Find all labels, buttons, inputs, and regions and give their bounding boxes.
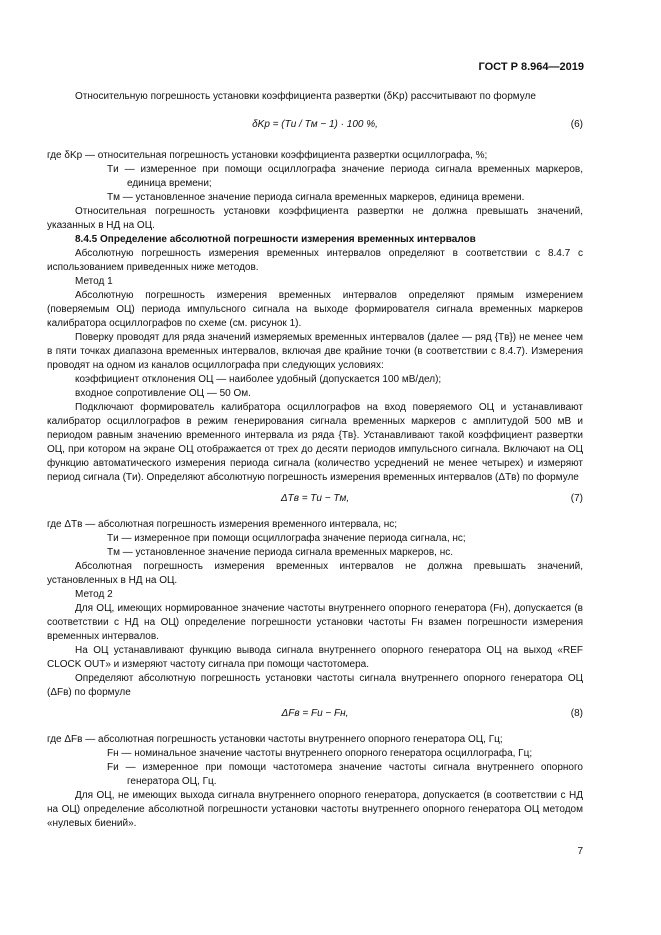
document-body <box>47 90 583 831</box>
section-heading: 8.4.5 Определение абсолютной погрешности измерения временных интервалов <box>75 234 476 245</box>
paragraph: Подключают формирователь калибратора осциллографов на вход поверяемого ОЦ и устанавливают калибратор осциллографов в режим генерирования сигнала временных маркеров с амплитудой 500 мВ и периодом равным значению временного интервала из ряда {Tв}. Устанавливают такой коэффициент развертки ОЦ, при котором на экране ОЦ отображается от трех до десяти периодов импульсного сигнала. Включают на ОЦ функцию автоматического измерения периода сигнала (количество усреднений не менее четырех) и измеряют период сигнала (Tи). Определяют абсолютную погрешность измерения временных интервалов (ΔTв) по формуле <box>47 402 583 483</box>
paragraph: Определяют абсолютную погрешность установки частоты сигнала внутреннего опорного генератора ОЦ (ΔFв) по формуле <box>47 673 583 698</box>
formula-legend: Tи — измеренное при помощи осциллографа значение периода сигнала, нс; <box>107 533 466 544</box>
page-number: 7 <box>577 846 583 857</box>
formula-8 <box>47 703 583 727</box>
paragraph: На ОЦ устанавливают функцию вывода сигнала внутреннего опорного генератора ОЦ на выход «REF CLOCK OUT» и измеряют частоту сигнала при помощи частотомера. <box>47 645 583 670</box>
paragraph: Абсолютная погрешность измерения временных интервалов не должна превышать значений, установленных в НД на ОЦ. <box>47 561 583 586</box>
formula-legend: где ΔTв — абсолютная погрешность измерения временного интервала, нс; <box>47 519 398 530</box>
paragraph: Абсолютную погрешность измерения временных интервалов определяют в соответствии с 8.4.7 с использованием приведенных ниже методов. <box>47 248 583 273</box>
formula-expression: ΔTв = Tи − Tм, <box>280 493 350 504</box>
paragraph: Поверку проводят для ряда значений измеряемых временных интервалов (далее — ряд {Tв}) не менее чем в пяти точках диапазона временных интервалов, включая две крайние точки (в соответствии с 8.4.7). Измерения проводят на одном из каналов осциллографа при следующих условиях: <box>47 332 583 371</box>
formula-expression: ΔFв = Fи − Fн, <box>281 708 349 719</box>
paragraph: Для ОЦ, не имеющих выхода сигнала внутреннего опорного генератора, допускается (в соответствии с НД на ОЦ) определение абсолютной погрешности установки частоты внутреннего опорного генератора ОЦ методом «нулевых биений». <box>47 790 583 829</box>
paragraph: Относительная погрешность установки коэффициента развертки не должна превышать значений, указанных в НД на ОЦ. <box>47 206 583 231</box>
formula-7 <box>47 488 583 512</box>
paragraph: Относительную погрешность установки коэффициента развертки (δKр) рассчитывают по формуле <box>75 91 536 102</box>
formula-number: (7) <box>570 493 583 504</box>
formula-number: (6) <box>570 119 583 130</box>
formula-legend: Fн — номинальное значение частоты внутреннего опорного генератора осциллографа, Гц; <box>107 748 533 759</box>
formula-expression: δKр = (Tи / Tм − 1) · 100 %, <box>252 119 378 130</box>
paragraph: Абсолютную погрешность измерения временных интервалов определяют прямым измерением (поверяемым ОЦ) периода импульсного сигнала на выходе формирователя сигнала временных маркеров калибратора осциллографов по схеме (см. рисунок 1). <box>47 290 583 329</box>
document-header: ГОСТ Р 8.964—2019 <box>478 61 584 73</box>
method-label: Метод 1 <box>75 276 113 287</box>
formula-legend: где δKр — относительная погрешность установки коэффициента развертки осциллографа, %; <box>47 150 488 161</box>
method-label: Метод 2 <box>75 589 113 600</box>
formula-legend: Fи — измеренное при помощи частотомера значение частоты сигнала внутреннего опорного генератора ОЦ, Гц. <box>107 762 583 787</box>
condition-item: входное сопротивление ОЦ — 50 Ом. <box>75 388 251 399</box>
formula-legend: Tм — установленное значение периода сигнала временных маркеров, единица времени. <box>107 192 525 203</box>
condition-item: коэффициент отклонения ОЦ — наиболее удобный (допускается 100 мВ/дел); <box>75 374 442 385</box>
formula-legend: Tи — измеренное при помощи осциллографа значение периода сигнала временных маркеров, единица времени; <box>107 164 583 189</box>
formula-number: (8) <box>570 708 583 719</box>
formula-legend: Tм — установленное значение периода сигнала временных маркеров, нс. <box>107 547 453 558</box>
formula-6 <box>47 107 583 143</box>
paragraph: Для ОЦ, имеющих нормированное значение частоты внутреннего опорного генератора (Fн), допускается (в соответствии с НД на ОЦ) определение погрешности установки частоты Fн взамен погрешности измерения временных интервалов. <box>47 603 583 642</box>
formula-legend: где ΔFв — абсолютная погрешность установки частоты внутреннего опорного генератора ОЦ, Гц; <box>47 734 503 745</box>
